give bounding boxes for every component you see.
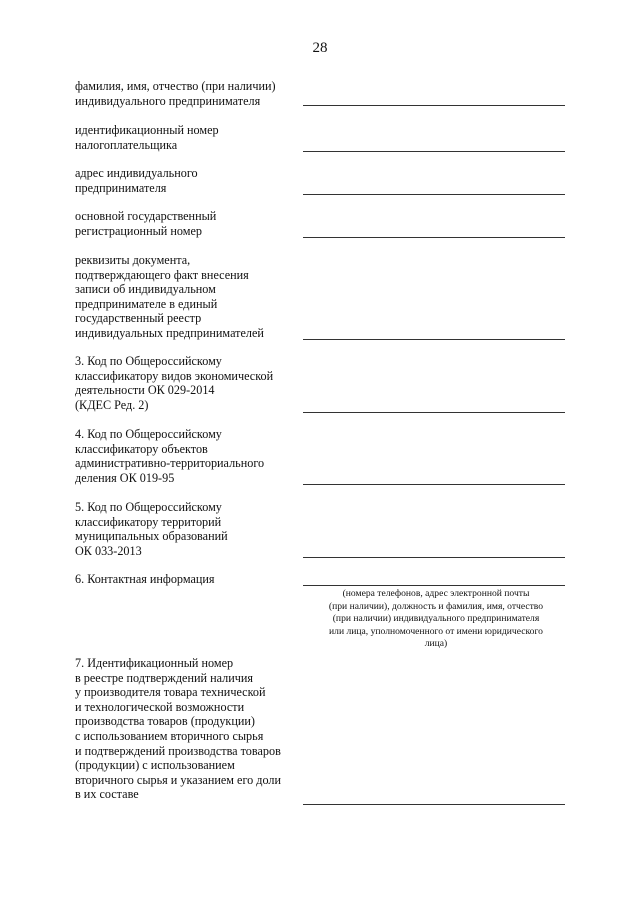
form-row-taxpayer-id xyxy=(75,123,565,153)
form-row-recycled-registry-id xyxy=(75,656,565,808)
page-number: 28 xyxy=(312,40,328,56)
recycled-registry-id-input-line[interactable] xyxy=(303,804,565,805)
taxpayer-id-input-line[interactable] xyxy=(303,151,565,152)
field-label: 7. Идентификационный номер в реестре подтверждений наличия у производителя товара технической и технологической возможности производства товаров (продукции) с использованием вторичного сырья и подтверждений производства товаров (продукции) с использованием вторичного сырья и указанием его доли в их составе xyxy=(75,656,282,802)
form-row-entrepreneur-name xyxy=(75,79,565,109)
form-row-okato-code xyxy=(75,427,565,489)
contact-info-caption: (номера телефонов, адрес электронной почты (при наличии), должность и фамилия, имя, отчество (при наличии) индивидуального предпринимателя или лица, уполномоченного от имени юридического лица) xyxy=(328,588,544,650)
field-label: 4. Код по Общероссийскому классификатору объектов административно-территориального деления ОК 019-95 xyxy=(75,427,265,485)
activity-code-input-line[interactable] xyxy=(303,412,565,413)
okato-code-input-line[interactable] xyxy=(303,484,565,485)
oktmo-code-input-line[interactable] xyxy=(303,557,565,558)
field-label: фамилия, имя, отчество (при наличии) индивидуального предпринимателя xyxy=(75,79,276,108)
form-row-oktmo-code xyxy=(75,500,565,562)
form-row-activity-code xyxy=(75,354,565,416)
form-row-entrepreneur-address xyxy=(75,166,565,196)
field-label: адрес индивидуального предпринимателя xyxy=(75,166,198,195)
field-label: 6. Контактная информация xyxy=(75,572,215,586)
form-row-contact-info xyxy=(75,572,565,652)
field-label: 5. Код по Общероссийскому классификатору территорий муниципальных образований ОК 033-2013 xyxy=(75,500,228,558)
contact-info-input-line[interactable] xyxy=(303,585,565,586)
entrepreneur-name-input-line[interactable] xyxy=(303,105,565,106)
field-label: идентификационный номер налогоплательщика xyxy=(75,123,219,152)
entrepreneur-address-input-line[interactable] xyxy=(303,194,565,195)
registry-document-input-line[interactable] xyxy=(303,339,565,340)
registration-number-input-line[interactable] xyxy=(303,237,565,238)
form-row-registration-number xyxy=(75,209,565,239)
field-label: 3. Код по Общероссийскому классификатору видов экономической деятельности ОК 029-2014 (КДЕС Ред. 2) xyxy=(75,354,274,412)
field-label: реквизиты документа, подтверждающего факт внесения записи об индивидуальном предпринимателе в единый государственный реестр индивидуальных предпринимателей xyxy=(75,253,264,340)
form-row-registry-document xyxy=(75,253,565,343)
field-label: основной государственный регистрационный номер xyxy=(75,209,217,238)
